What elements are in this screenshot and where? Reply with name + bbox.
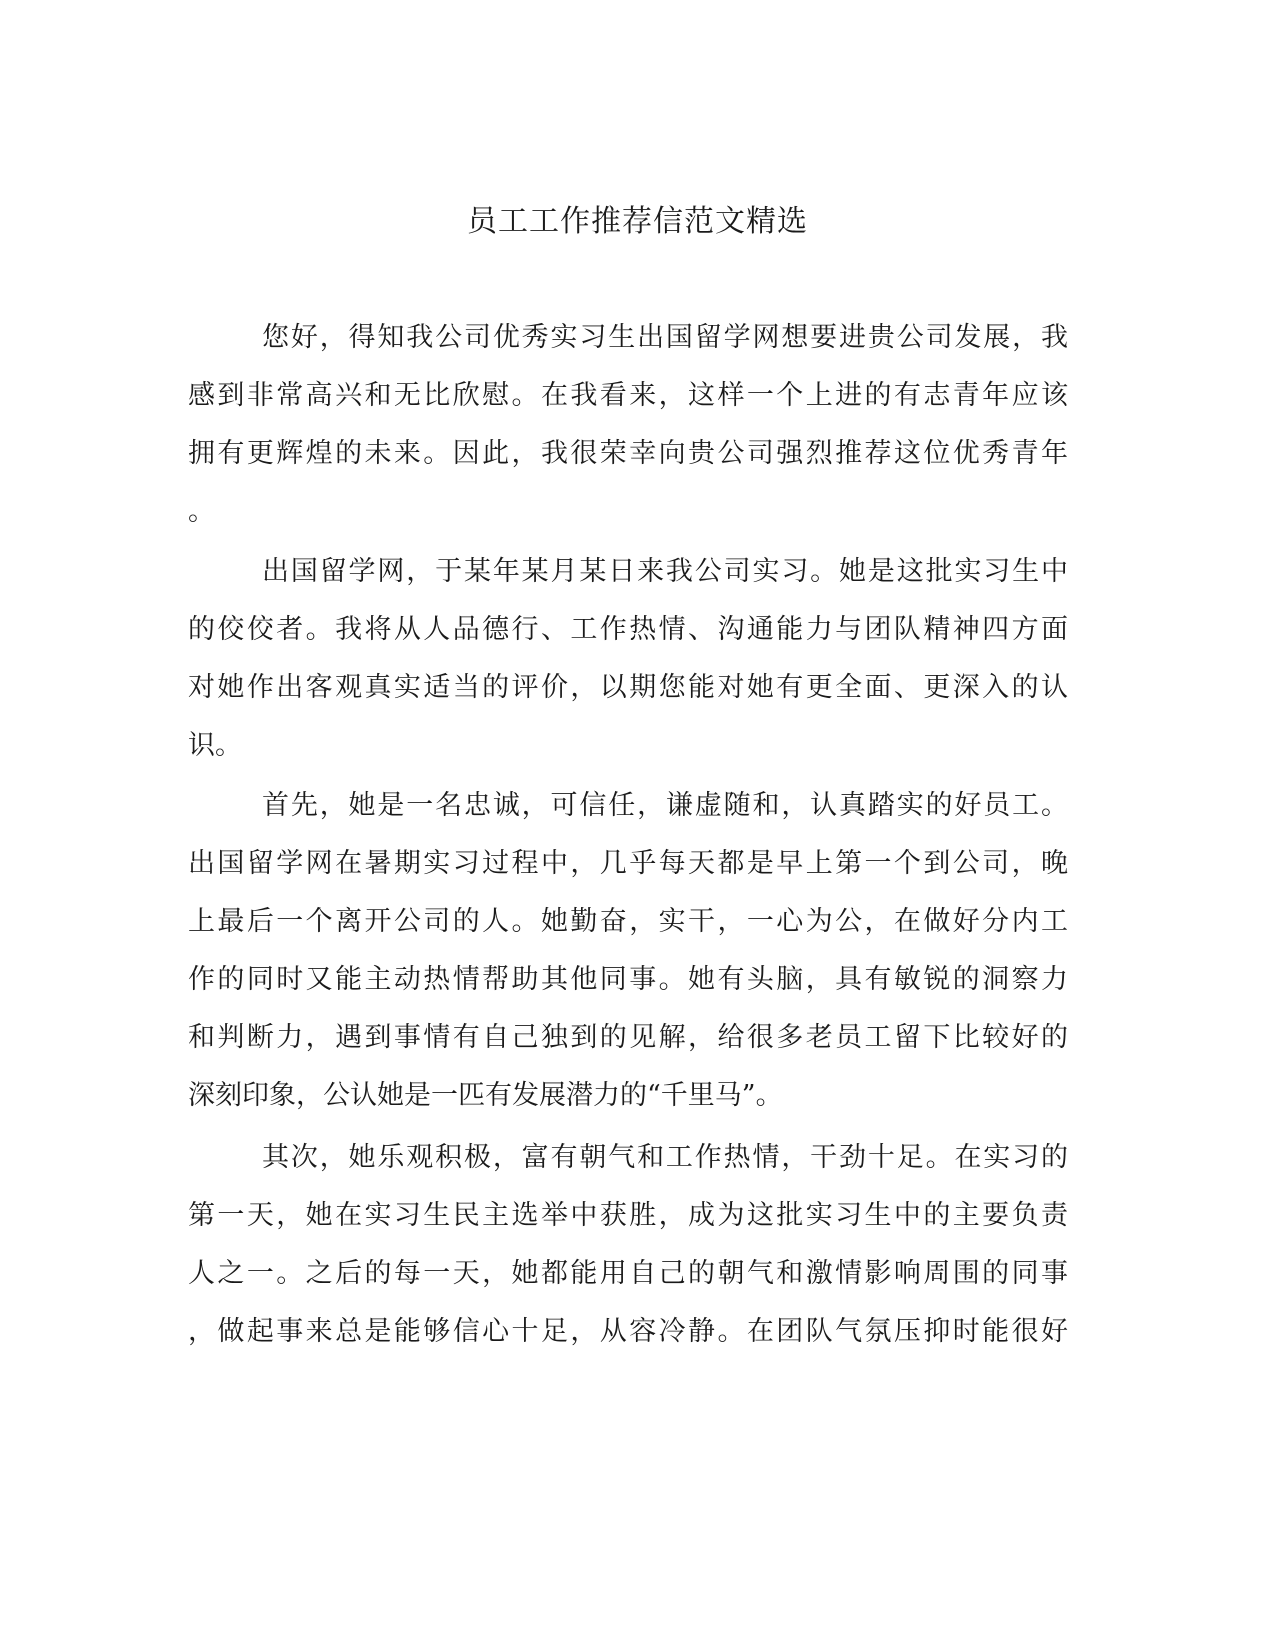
paragraph-line: 拥有更辉煌的未来。因此，我很荣幸向贵公司强烈推荐这位优秀青年 [188, 438, 1068, 469]
paragraph-line: 您好，得知我公司优秀实习生出国留学网想要进贵公司发展，我 [262, 322, 1068, 353]
document-title: 员工工作推荐信范文精选 [467, 204, 808, 239]
paragraph-line: 出国留学网，于某年某月某日来我公司实习。她是这批实习生中 [262, 556, 1068, 587]
paragraph-line: 人之一。之后的每一天，她都能用自己的朝气和激情影响周围的同事 [188, 1258, 1068, 1289]
paragraph-line: 深刻印象，公认她是一匹有发展潜力的“千里马”。 [188, 1080, 783, 1111]
paragraph-line: 作的同时又能主动热情帮助其他同事。她有头脑，具有敏锐的洞察力 [188, 964, 1068, 995]
paragraph-line: ，做起事来总是能够信心十足，从容冷静。在团队气氛压抑时能很好 [188, 1316, 1068, 1347]
paragraph-line: 上最后一个离开公司的人。她勤奋，实干，一心为公，在做好分内工 [188, 906, 1068, 937]
paragraph-line: 第一天，她在实习生民主选举中获胜，成为这批实习生中的主要负责 [188, 1200, 1068, 1231]
paragraph-line: 。 [188, 496, 215, 527]
paragraph-line: 首先，她是一名忠诚，可信任，谦虚随和，认真踏实的好员工。 [262, 790, 1068, 821]
paragraph-line: 识。 [188, 730, 242, 761]
paragraph-line: 和判断力，遇到事情有自己独到的见解，给很多老员工留下比较好的 [188, 1022, 1068, 1053]
paragraph-line: 感到非常高兴和无比欣慰。在我看来，这样一个上进的有志青年应该 [188, 380, 1068, 411]
paragraph-line: 出国留学网在暑期实习过程中，几乎每天都是早上第一个到公司，晚 [188, 848, 1068, 879]
paragraph-line: 其次，她乐观积极，富有朝气和工作热情，干劲十足。在实习的 [262, 1142, 1068, 1173]
paragraph-line: 的佼佼者。我将从人品德行、工作热情、沟通能力与团队精神四方面 [188, 614, 1068, 645]
paragraph-line: 对她作出客观真实适当的评价，以期您能对她有更全面、更深入的认 [188, 672, 1068, 703]
